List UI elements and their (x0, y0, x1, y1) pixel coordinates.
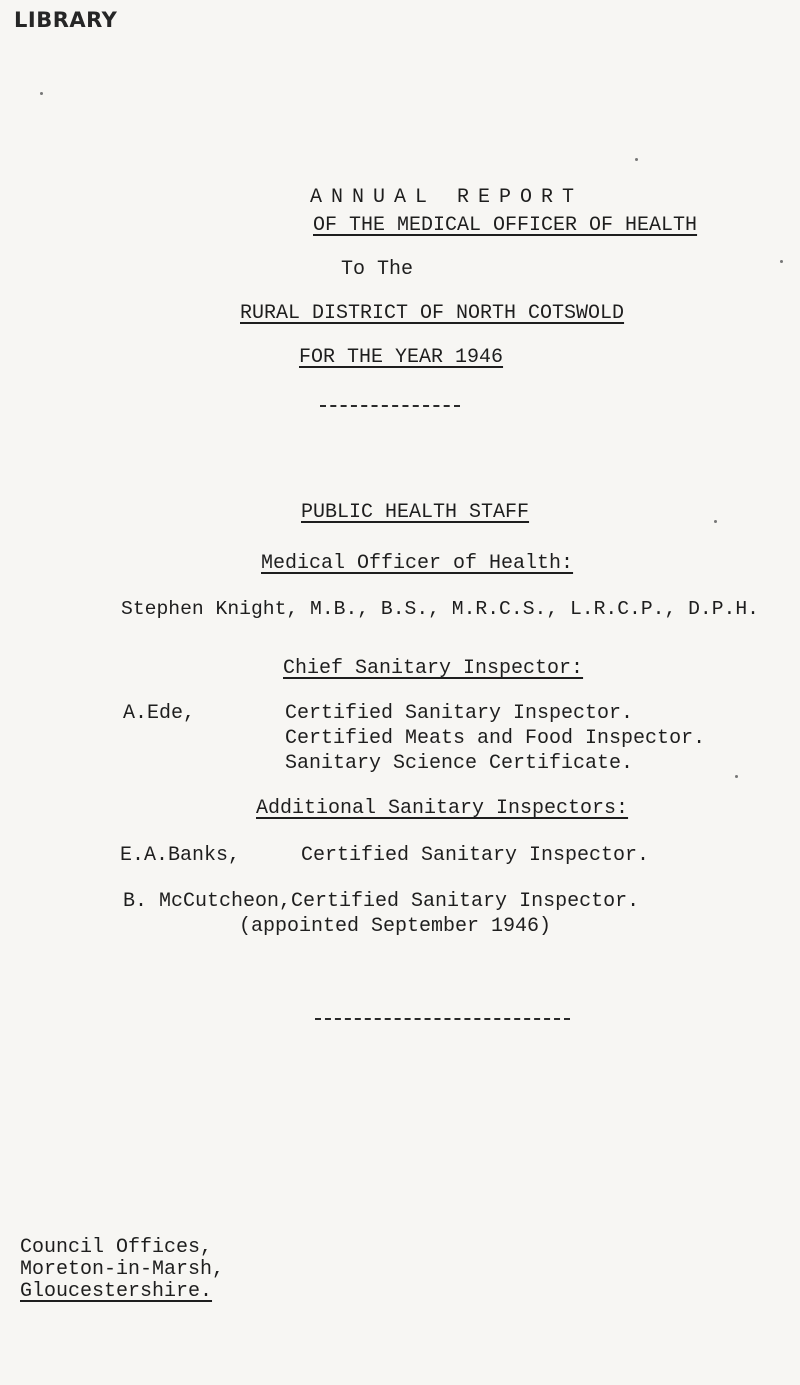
csi-heading: Chief Sanitary Inspector: (283, 657, 584, 680)
asi-1-name: E.A.Banks, (120, 844, 241, 867)
section-divider (315, 1018, 570, 1020)
csi-qualification: Certified Meats and Food Inspector. (285, 727, 706, 750)
paper-speck (714, 520, 717, 523)
district-name: RURAL DISTRICT OF NORTH COTSWOLD (240, 302, 625, 325)
staff-heading: PUBLIC HEALTH STAFF (301, 501, 530, 524)
csi-name: A.Ede, (123, 702, 196, 725)
paper-speck (635, 158, 638, 161)
address-line: Council Offices, (20, 1236, 213, 1259)
paper-speck (735, 775, 738, 778)
paper-speck (40, 92, 43, 95)
asi-2-note: (appointed September 1946) (239, 915, 552, 938)
library-stamp: LIBRARY (14, 8, 118, 32)
section-divider (320, 405, 460, 407)
report-year: FOR THE YEAR 1946 (299, 346, 504, 369)
asi-2-entry: B. McCutcheon,Certified Sanitary Inspector. (123, 890, 640, 913)
report-subtitle: OF THE MEDICAL OFFICER OF HEALTH (313, 214, 698, 237)
address-line: Moreton-in-Marsh, (20, 1258, 225, 1281)
asi-heading: Additional Sanitary Inspectors: (256, 797, 629, 820)
asi-1-qualification: Certified Sanitary Inspector. (301, 844, 650, 867)
report-title: ANNUAL REPORT (310, 186, 584, 209)
csi-qualification: Certified Sanitary Inspector. (285, 702, 634, 725)
address-line: Gloucestershire. (20, 1280, 213, 1303)
moh-heading: Medical Officer of Health: (261, 552, 574, 575)
moh-name: Stephen Knight, M.B., B.S., M.R.C.S., L.R.C.P., D.P.H. (121, 598, 759, 620)
report-to: To The (341, 258, 414, 281)
paper-speck (780, 260, 783, 263)
csi-qualification: Sanitary Science Certificate. (285, 752, 634, 775)
